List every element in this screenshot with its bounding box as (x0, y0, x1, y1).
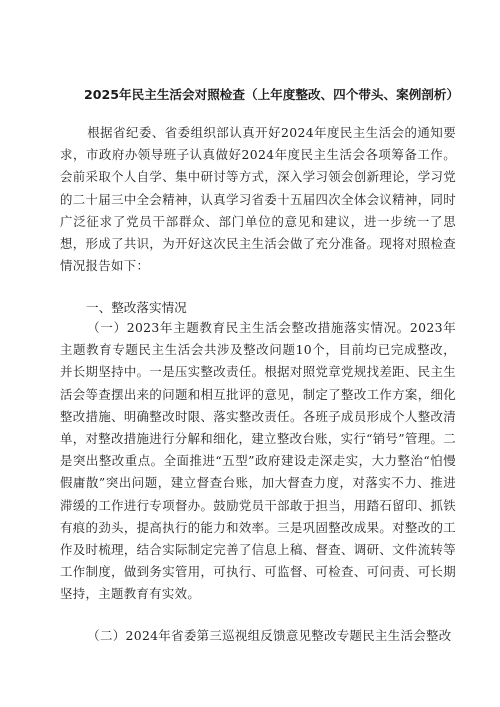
subsection-2-paragraph: （二）2024年省委第三巡视组反馈意见整改专题民主生活会整改 (87, 628, 452, 643)
subsection-1-paragraph: （一）2023年主题教育民主生活会整改措施落实情况。2023年主题教育专题民主生活会共涉及整改问题10个，目前均已完成整改，并长期坚持中。一是压实整改责任。根据对照党章党规找差距、民主生活会等查摆出来的问题和相互批评的意见，制定了整改工作方案，细化整改措施、明确整改时限、落实整改责任。各班子成员形成个人整改清单，对整改措施进行分解和细化，建立整改台账，实行“销号”管理。二是突出整改重点。全面推进“五型”政府建设走深走实，大力整治“怕慢假庸散”突出问题，建立督查台账，加大督查力度，对落实不力、推进滞缓的工作进行专项督办。鼓励党员干部敢于担当，用踏石留印、抓铁有痕的劲头，提高执行的能力和效率。三是巩固整改成果。对整改的工作及时梳理，结合实际制定完善了信息上稿、督查、调研、文件流转等工作制度，做到务实管用，可执行、可监督、可检查、可问责、可长期坚持，主题教育有实效。 (60, 320, 456, 602)
document-title: 2025年民主生活会对照检查（上年度整改、四个带头、案例剖析） (84, 87, 460, 102)
intro-paragraph: 根据省纪委、省委组织部认真开好2024年度民主生活会的通知要求，市政府办领导班子认真做好2024年度民主生活会各项筹备工作。会前采取个人自学、集中研讨等方式，深入学习领会创新理论，学习党的二十届三中全会精神，认真学习省委十五届四次全体会议精神，同时广泛征求了党员干部群众、部门单位的意见和建议，进一步统一了思想，形成了共识，为开好这次民主生活会做了充分准备。现将对照检查情况报告如下： (60, 125, 456, 274)
section-heading: 一、整改落实情况 (86, 300, 187, 315)
